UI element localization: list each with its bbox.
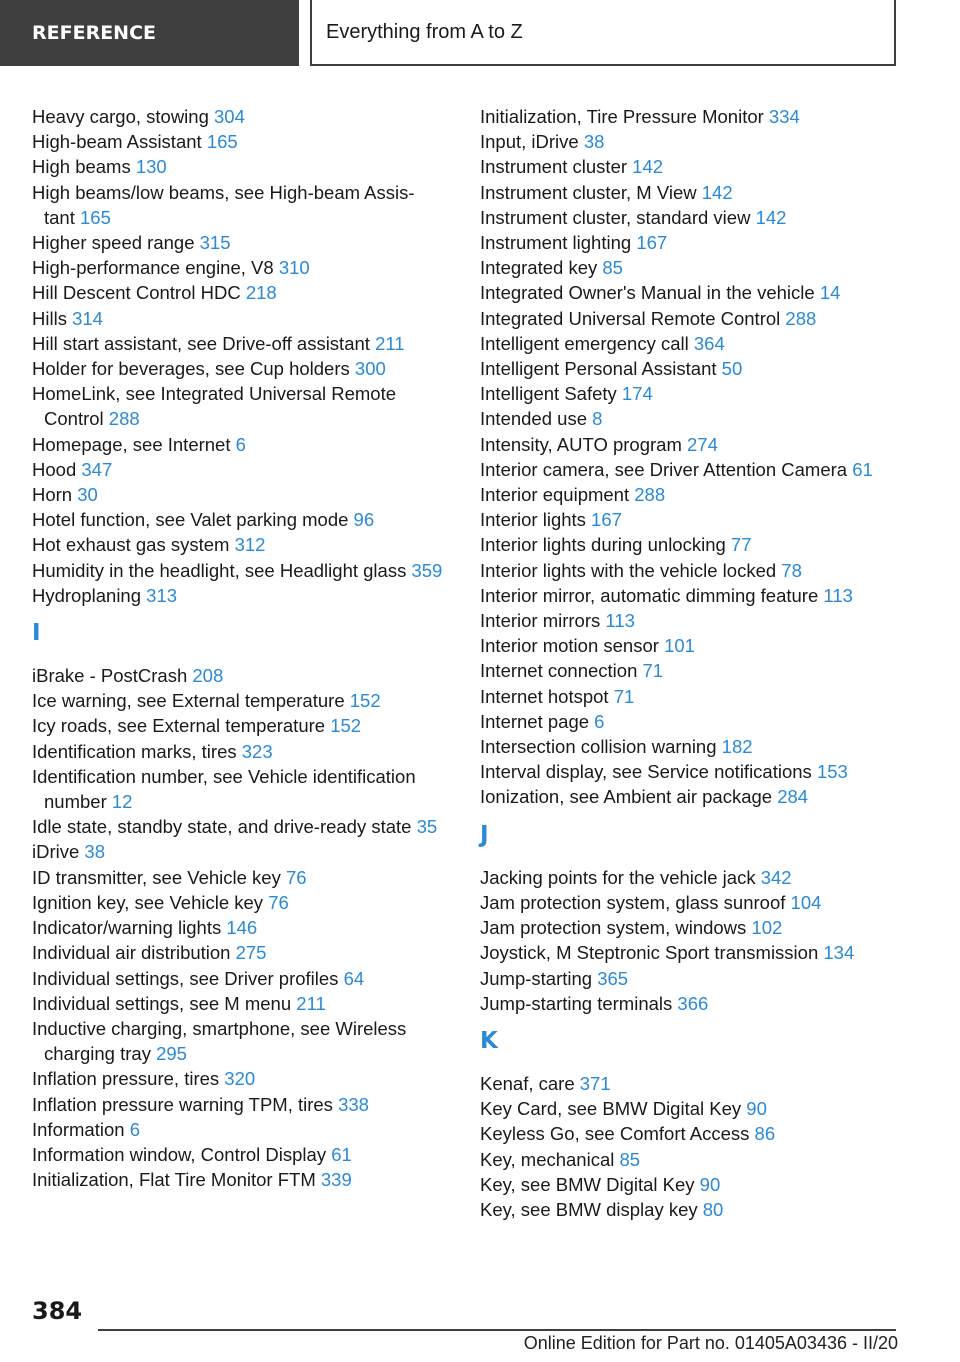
page-reference-link[interactable]: 167	[591, 509, 622, 531]
index-entry-text: Interior mirror, automatic dimming feature	[480, 584, 819, 606]
page-reference-link[interactable]: 113	[823, 584, 853, 606]
page-reference-link[interactable]: 130	[135, 156, 167, 178]
page-reference-link[interactable]: 288	[108, 408, 140, 430]
index-entry-text: Key Card, see BMW Digital Key	[480, 1098, 742, 1120]
index-entry-text: Holder for beverages, see Cup holders	[32, 358, 350, 380]
page-reference-link[interactable]: 6	[129, 1118, 140, 1140]
page-reference-link[interactable]: 167	[636, 232, 668, 254]
index-entry	[32, 280, 444, 305]
index-entry	[480, 1071, 930, 1096]
section-tab	[0, 0, 299, 66]
index-entry	[32, 764, 444, 814]
index-entry-text: Interior motion sensor	[480, 635, 659, 657]
index-entry	[480, 991, 930, 1016]
index-entry	[32, 713, 444, 738]
page-reference-link[interactable]: 14	[819, 282, 841, 304]
index-entry-text: Ignition key, see Vehicle key	[32, 891, 264, 913]
page-reference-link[interactable]: 71	[642, 660, 664, 682]
index-entry	[32, 331, 444, 356]
index-entry-text: Interior lights with the vehicle locked	[480, 559, 777, 581]
index-entry-text: Key, mechanical	[480, 1148, 615, 1170]
page-reference-link[interactable]: 12	[111, 791, 133, 813]
page-reference-link[interactable]: 104	[790, 891, 822, 913]
page-reference-link[interactable]: 152	[349, 690, 381, 712]
page-reference-link[interactable]: 339	[320, 1169, 352, 1191]
index-entry	[480, 966, 930, 991]
index-entry	[32, 532, 444, 557]
index-entry-text: Instrument cluster	[480, 156, 628, 178]
page-reference-link[interactable]: 78	[781, 559, 802, 581]
page-reference-link[interactable]: 6	[235, 433, 246, 455]
index-entry-text: Identification number, see Vehicle identification number	[32, 765, 416, 813]
index-entry-text: Intelligent emergency call	[480, 332, 689, 354]
index-entry-text: Homepage, see Internet	[32, 433, 231, 455]
index-entry-text: Jump-starting terminals	[480, 992, 673, 1014]
index-entry	[480, 865, 930, 890]
index-entry-text: Integrated key	[480, 257, 598, 279]
index-entry-text: High-performance engine, V8	[32, 257, 274, 279]
index-entry	[32, 814, 444, 839]
index-entry	[32, 154, 444, 179]
index-entry-text: Joystick, M Steptronic Sport transmission	[480, 942, 819, 964]
page-reference-link[interactable]: 142	[701, 181, 733, 203]
index-entry	[480, 915, 930, 940]
index-entry	[32, 129, 444, 154]
page-reference-link[interactable]: 211	[296, 992, 326, 1014]
index-entry-text: Jacking points for the vehicle jack	[480, 866, 756, 888]
index-entry	[32, 306, 444, 331]
index-entry	[480, 154, 930, 179]
index-entry	[480, 331, 930, 356]
index-entry-text: Hot exhaust gas system	[32, 534, 230, 556]
index-entry	[32, 1016, 444, 1066]
index-entry-text: Integrated Owner's Manual in the vehicle	[480, 282, 815, 304]
index-entry-text: Intended use	[480, 408, 587, 430]
index-entry	[32, 839, 444, 864]
index-entry-text: Inductive charging, smartphone, see Wireless charging tray	[32, 1017, 407, 1065]
page-reference-link[interactable]: 320	[224, 1068, 256, 1090]
index-entry-text: HomeLink, see Integrated Universal Remote Control	[32, 383, 397, 430]
page-reference-link[interactable]: 365	[597, 967, 629, 989]
index-entry	[480, 356, 930, 381]
index-entry-text: High beams/low beams, see High-beam Assis‐tant	[32, 181, 415, 228]
page-reference-link[interactable]: 153	[816, 761, 848, 783]
index-entry	[32, 890, 444, 915]
index-entry-text: Higher speed range	[32, 232, 195, 254]
page-reference-link[interactable]: 101	[664, 635, 695, 657]
index-entry	[32, 940, 444, 965]
page-reference-link[interactable]: 90	[746, 1098, 767, 1120]
index-entry-text: Initialization, Flat Tire Monitor FTM	[32, 1169, 316, 1191]
index-entry-text: Key, see BMW Digital Key	[480, 1173, 695, 1195]
index-entry	[480, 432, 930, 457]
index-column-left	[32, 104, 444, 1192]
index-entry-text: Interval display, see Service notifications	[480, 761, 812, 783]
index-entry	[32, 663, 444, 688]
index-entry	[32, 104, 444, 129]
index-entry-text: Jam protection system, glass sunroof	[480, 891, 786, 913]
index-entry-text: Internet connection	[480, 660, 638, 682]
page-reference-link[interactable]: 347	[81, 458, 113, 480]
index-entry-text: Input, iDrive	[480, 131, 579, 153]
page-reference-link[interactable]: 211	[375, 332, 405, 354]
index-entry	[480, 482, 930, 507]
index-entry	[480, 1121, 930, 1146]
page-reference-link[interactable]: 323	[241, 740, 273, 762]
page-reference-link[interactable]: 174	[621, 383, 653, 405]
page-reference-link[interactable]: 274	[687, 433, 718, 455]
index-entry-text: Interior camera, see Driver Attention Camera	[480, 458, 848, 480]
index-entry-text: Inflation pressure, tires	[32, 1068, 220, 1090]
index-entry-text: iDrive	[32, 841, 80, 863]
index-entry	[480, 381, 930, 406]
page-reference-link[interactable]: 85	[619, 1148, 641, 1170]
index-entry	[480, 633, 930, 658]
index-entry-text: Identification marks, tires	[32, 740, 237, 762]
index-entry-text: Interior mirrors	[480, 610, 601, 632]
index-entry-text: Hood	[32, 458, 77, 480]
page-reference-link[interactable]: 38	[84, 841, 105, 863]
index-letter-heading: J	[480, 821, 489, 848]
page-reference-link[interactable]: 86	[754, 1123, 776, 1145]
index-entry	[480, 558, 930, 583]
page-reference-link[interactable]: 371	[579, 1072, 611, 1094]
index-entry	[480, 940, 930, 965]
page-reference-link[interactable]: 314	[72, 307, 103, 329]
index-entry	[480, 890, 930, 915]
page-reference-link[interactable]: 338	[338, 1093, 369, 1115]
page-reference-link[interactable]: 284	[777, 786, 809, 808]
page-reference-link[interactable]: 113	[605, 610, 635, 632]
index-entry	[32, 583, 444, 608]
index-entry-text: Instrument lighting	[480, 232, 632, 254]
index-entry	[480, 180, 930, 205]
index-entry	[32, 1066, 444, 1091]
page-reference-link[interactable]: 300	[354, 358, 386, 380]
index-entry-text: Intelligent Safety	[480, 383, 617, 405]
page-reference-link[interactable]: 61	[852, 458, 873, 480]
index-entry-text: Humidity in the headlight, see Headlight glass	[32, 559, 407, 581]
page-reference-link[interactable]: 134	[823, 942, 855, 964]
index-entry	[480, 230, 930, 255]
index-entry	[32, 482, 444, 507]
page-reference-link[interactable]: 8	[592, 408, 603, 430]
page-reference-link[interactable]: 142	[632, 156, 664, 178]
page-reference-link[interactable]: 96	[353, 509, 375, 531]
page-reference-link[interactable]: 50	[721, 358, 743, 380]
page-reference-link[interactable]: 208	[192, 665, 224, 687]
index-letter-heading: I	[32, 620, 41, 647]
index-entry	[32, 966, 444, 991]
page-reference-link[interactable]: 364	[693, 332, 725, 354]
index-entry-text: Hills	[32, 307, 67, 329]
index-entry-text: Heavy cargo, stowing	[32, 106, 209, 127]
index-entry	[480, 532, 930, 557]
index-entry	[480, 1172, 930, 1197]
index-entry-text: Inflation pressure warning TPM, tires	[32, 1093, 333, 1115]
index-entry	[480, 583, 930, 608]
index-entry-text: Indicator/warning lights	[32, 917, 222, 939]
page-reference-link[interactable]: 366	[677, 992, 709, 1014]
index-entry	[480, 684, 930, 709]
page-reference-link[interactable]: 288	[634, 484, 666, 506]
index-entry	[480, 1096, 930, 1121]
index-entry-text: Individual settings, see M menu	[32, 992, 292, 1014]
index-entry	[32, 507, 444, 532]
index-entry	[480, 734, 930, 759]
index-letter-heading: K	[480, 1027, 498, 1054]
index-entry	[480, 457, 930, 482]
page-reference-link[interactable]: 35	[416, 816, 438, 838]
index-entry-text: High-beam Assistant	[32, 131, 202, 153]
index-entry	[480, 507, 930, 532]
page-number: 384	[32, 1297, 83, 1325]
index-entry	[480, 658, 930, 683]
page-reference-link[interactable]: 182	[721, 736, 753, 758]
page-reference-link[interactable]: 38	[583, 131, 605, 153]
index-entry	[32, 180, 444, 230]
edition-note: Online Edition for Part no. 01405A03436 - II/20	[523, 1333, 898, 1353]
index-entry-text: Intensity, AUTO program	[480, 433, 682, 455]
index-entry	[480, 280, 930, 305]
page-reference-link[interactable]: 165	[206, 131, 238, 153]
page-reference-link[interactable]: 334	[768, 106, 800, 127]
page-reference-link[interactable]: 64	[343, 967, 365, 989]
page-reference-link[interactable]: 142	[755, 206, 787, 228]
index-column-right	[480, 104, 930, 1222]
index-entry	[32, 432, 444, 457]
index-entry-text: iBrake - PostCrash	[32, 665, 188, 687]
page-reference-link[interactable]: 76	[285, 866, 307, 888]
index-entry-text: Internet hotspot	[480, 685, 609, 707]
index-entry-text: Kenaf, care	[480, 1072, 575, 1094]
index-entry-text: Internet page	[480, 710, 590, 732]
index-entry-text: Hydroplaning	[32, 584, 142, 606]
index-entry	[32, 865, 444, 890]
page-reference-link[interactable]: 304	[214, 106, 245, 127]
index-entry	[32, 356, 444, 381]
index-entry	[480, 306, 930, 331]
page-reference-link[interactable]: 310	[278, 257, 310, 279]
index-entry	[32, 1142, 444, 1167]
index-entry	[480, 608, 930, 633]
index-entry-text: Individual air distribution	[32, 942, 231, 964]
page-header	[310, 0, 896, 66]
page-reference-link[interactable]: 80	[702, 1198, 724, 1220]
page-reference-link[interactable]: 90	[699, 1173, 721, 1195]
page-reference-link[interactable]: 6	[594, 710, 605, 732]
index-entry	[480, 406, 930, 431]
page-reference-link[interactable]: 165	[80, 206, 111, 228]
index-entry	[32, 457, 444, 482]
index-entry	[32, 991, 444, 1016]
index-entry-text: Information window, Control Display	[32, 1143, 327, 1165]
index-entry	[32, 255, 444, 280]
index-entry-text: Interior lights during unlocking	[480, 534, 726, 556]
page-reference-link[interactable]: 152	[330, 715, 362, 737]
index-entry	[32, 688, 444, 713]
index-entry	[480, 1147, 930, 1172]
index-entry-text: Horn	[32, 484, 73, 506]
page-reference-link[interactable]: 102	[751, 917, 783, 939]
index-entry-text: Hill Descent Control HDC	[32, 282, 241, 304]
index-entry-text: Initialization, Tire Pressure Monitor	[480, 106, 764, 127]
page-reference-link[interactable]: 146	[226, 917, 258, 939]
index-entry	[32, 915, 444, 940]
index-entry	[480, 709, 930, 734]
index-entry	[32, 1117, 444, 1142]
index-entry-text: Integrated Universal Remote Control	[480, 307, 781, 329]
index-entry	[480, 759, 930, 784]
page-reference-link[interactable]: 77	[730, 534, 752, 556]
index-entry-text: Jam protection system, windows	[480, 917, 747, 939]
index-entry-text: High beams	[32, 156, 131, 178]
index-entry	[480, 255, 930, 280]
footer-divider	[98, 1329, 896, 1331]
index-entry	[480, 104, 930, 129]
page-reference-link[interactable]: 315	[199, 232, 231, 254]
index-entry	[480, 784, 930, 809]
page-reference-link[interactable]: 359	[411, 559, 443, 581]
index-entry-text: Instrument cluster, M View	[480, 181, 697, 203]
index-entry-text: Intelligent Personal Assistant	[480, 358, 717, 380]
page-reference-link[interactable]: 342	[760, 866, 792, 888]
index-entry	[32, 558, 444, 583]
page-reference-link[interactable]: 30	[77, 484, 98, 506]
page-reference-link[interactable]: 312	[234, 534, 266, 556]
index-entry-text: Hotel function, see Valet parking mode	[32, 509, 349, 531]
page-reference-link[interactable]: 76	[268, 891, 289, 913]
index-entry-text: Jump-starting	[480, 967, 593, 989]
page-reference-link[interactable]: 218	[245, 282, 277, 304]
page-title: Everything from A to Z	[326, 20, 523, 43]
index-entry-text: Interior lights	[480, 509, 586, 531]
page-reference-link[interactable]: 61	[331, 1143, 352, 1165]
index-entry-text: Idle state, standby state, and drive-ready state	[32, 816, 412, 838]
index-entry-text: Instrument cluster, standard view	[480, 206, 751, 228]
index-entry	[32, 230, 444, 255]
index-entry-text: Ionization, see Ambient air package	[480, 786, 773, 808]
index-entry-text: Ice warning, see External temperature	[32, 690, 345, 712]
section-label: REFERENCE	[32, 22, 157, 44]
index-entry-text: Information	[32, 1118, 125, 1140]
page-reference-link[interactable]: 295	[156, 1043, 187, 1065]
index-entry-text: Hill start assistant, see Drive-off assistant	[32, 332, 370, 354]
index-entry	[32, 1167, 444, 1192]
index-entry-text: Interior equipment	[480, 484, 630, 506]
page-reference-link[interactable]: 275	[235, 942, 267, 964]
page-reference-link[interactable]: 288	[785, 307, 817, 329]
page-reference-link[interactable]: 313	[146, 584, 178, 606]
index-entry-text: Key, see BMW display key	[480, 1198, 698, 1220]
index-entry	[32, 1092, 444, 1117]
page-reference-link[interactable]: 85	[602, 257, 623, 279]
index-entry	[480, 205, 930, 230]
index-entry-text: Individual settings, see Driver profiles	[32, 967, 339, 989]
index-entry	[480, 1197, 930, 1222]
index-entry	[32, 381, 444, 431]
index-entry-text: Keyless Go, see Comfort Access	[480, 1123, 750, 1145]
index-entry	[32, 739, 444, 764]
index-entry-text: Intersection collision warning	[480, 736, 717, 758]
index-entry	[480, 129, 930, 154]
index-entry-text: ID transmitter, see Vehicle key	[32, 866, 281, 888]
page-reference-link[interactable]: 71	[613, 685, 635, 707]
index-entry-text: Icy roads, see External temperature	[32, 715, 326, 737]
